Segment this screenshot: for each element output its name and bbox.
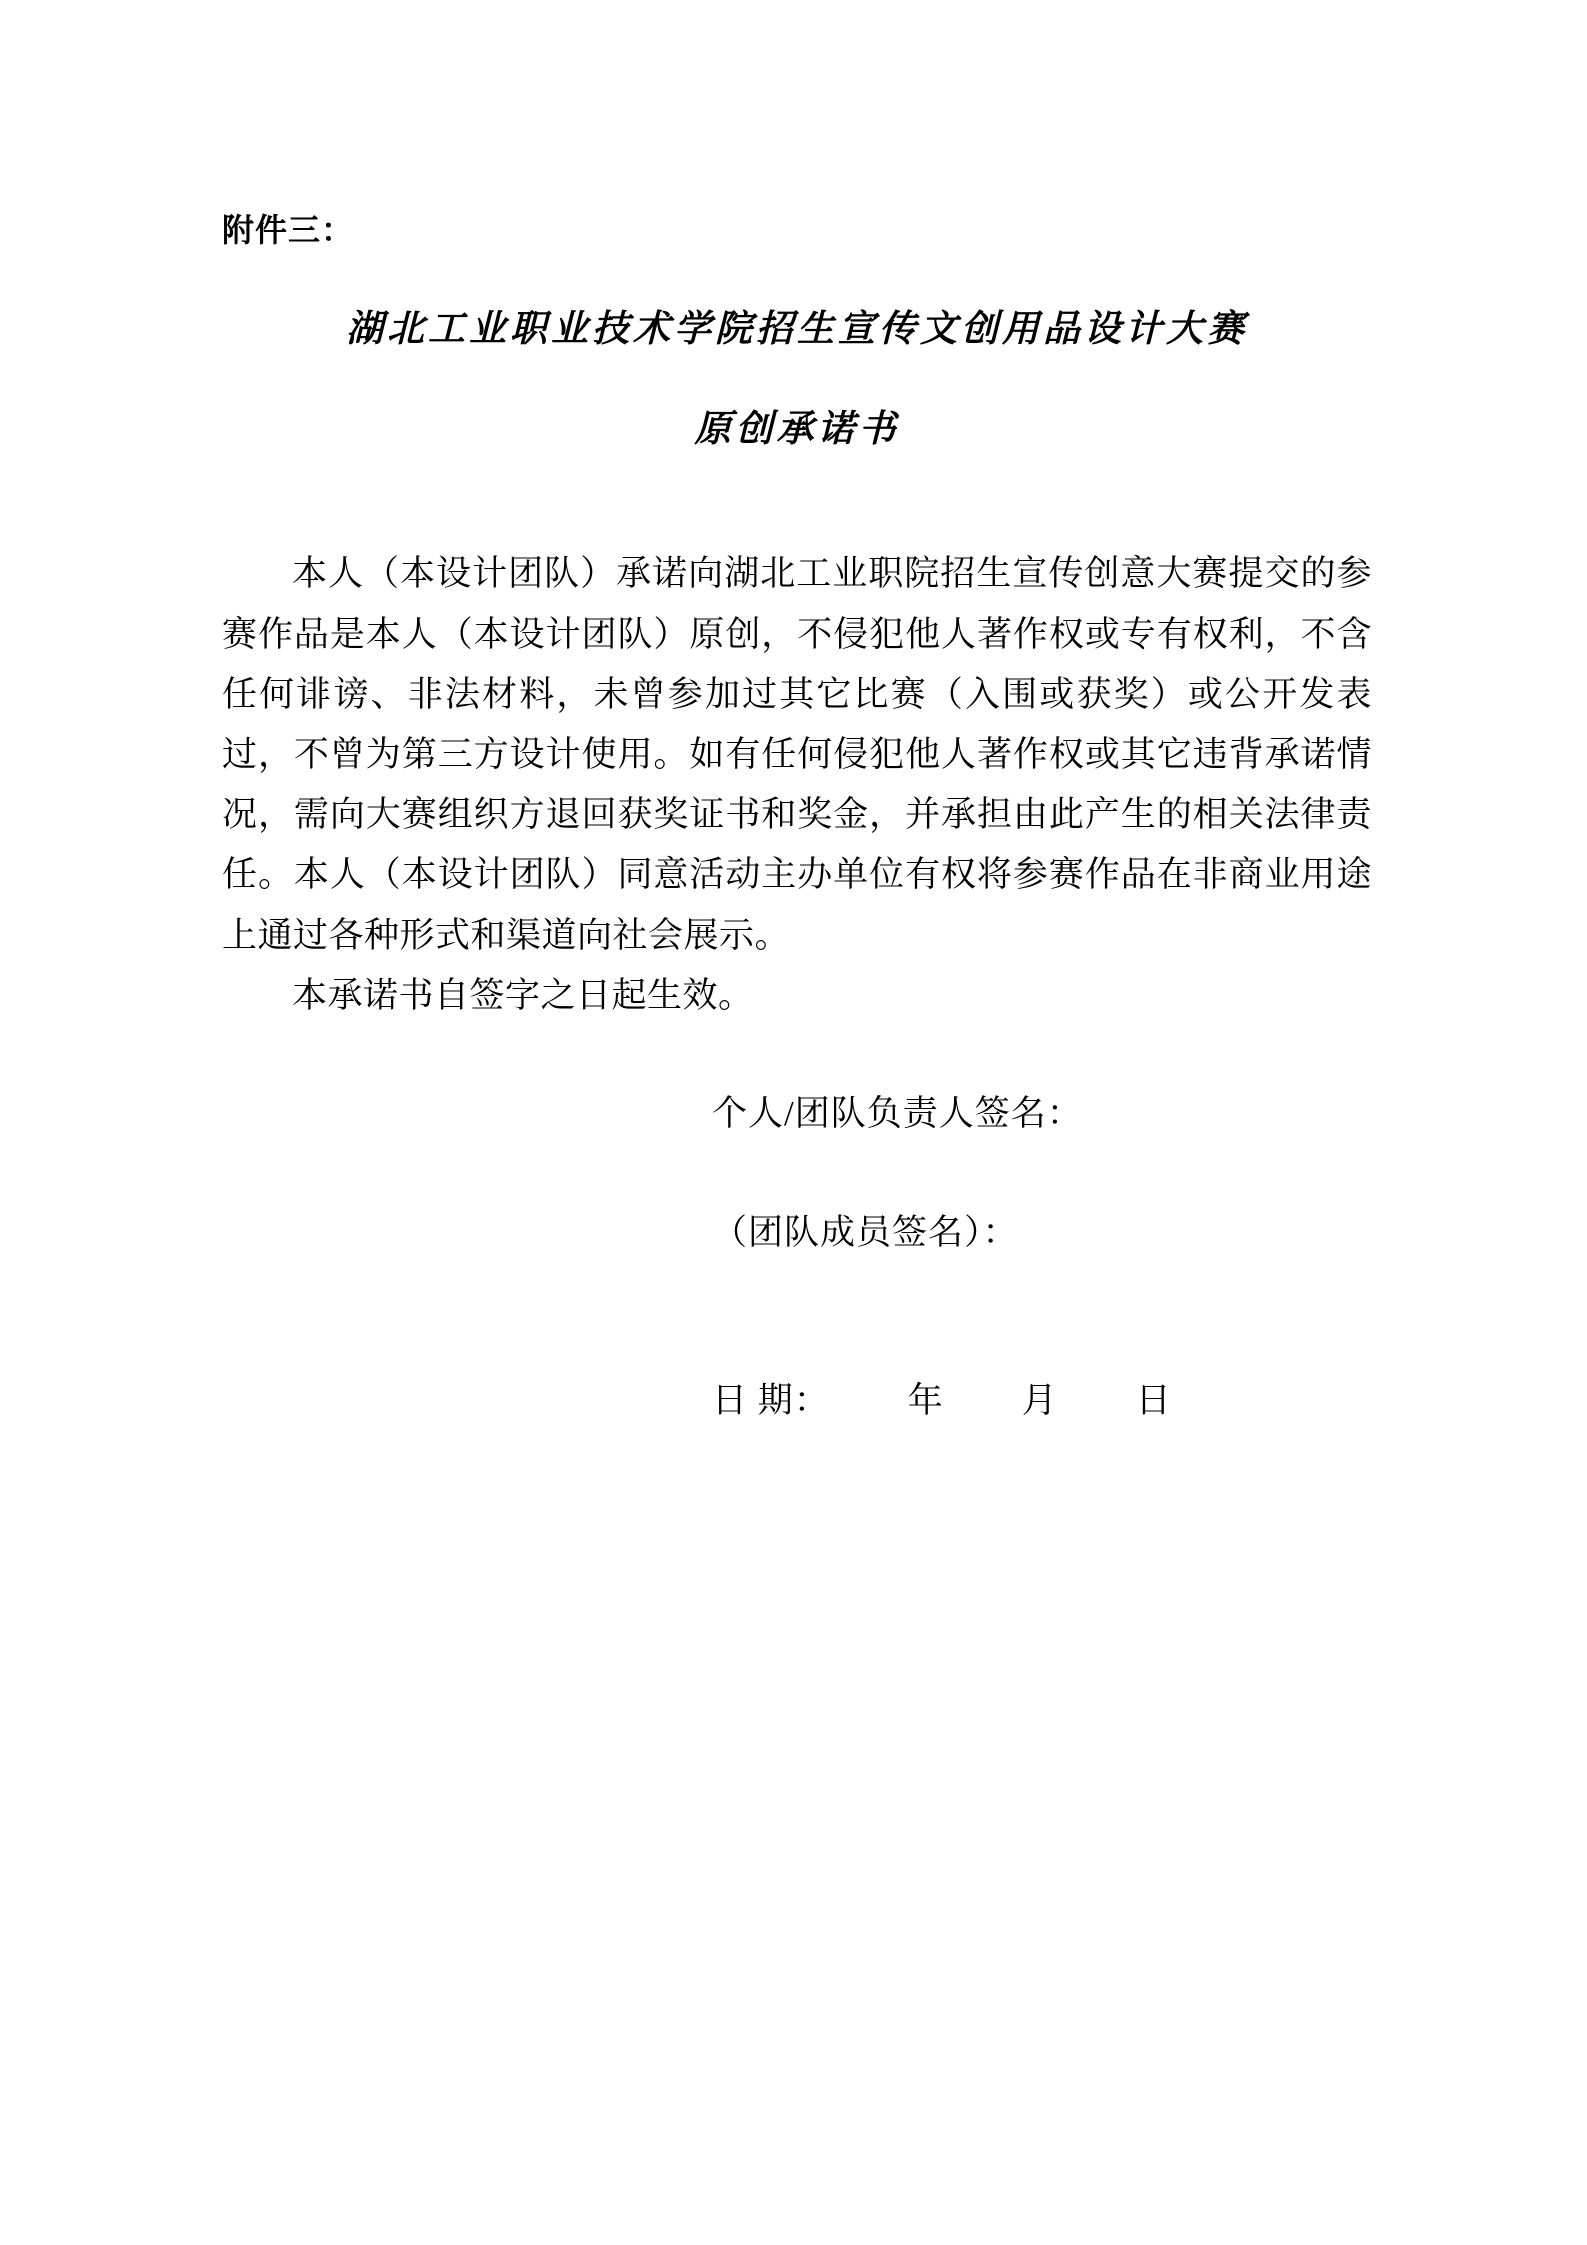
signature-block [222, 1084, 1372, 1431]
signature-members-label: （团队成员签名）： [712, 1213, 1019, 1253]
signature-date-label: 日 期： 年 月 日 [712, 1380, 1172, 1420]
document-title-line-1: 湖北工业职业技术学院招生宣传文创用品设计大赛 [346, 306, 1248, 350]
document-content [222, 0, 1372, 1430]
attachment-label: 附件三： [222, 212, 355, 248]
paragraph-commitment: 本人（本设计团队）承诺向湖北工业职院招生宣传创意大赛提交的参赛作品是本人（本设计团队）原创，不侵犯他人著作权或专有权利，不含任何诽谤、非法材料，未曾参加过其它比赛（入围或获奖）或公开发表过，不曾为第三方设计使用。如有任何侵犯他人著作权或其它违背承诺情况，需向大赛组织方退回获奖证书和奖金，并承担由此产生的相关法律责任。本人（本设计团队）同意活动主办单位有权将参赛作品在非商业用途上通过各种形式和渠道向社会展示。 [222, 554, 1372, 955]
paragraph-effective-date: 本承诺书自签字之日起生效。 [292, 975, 754, 1015]
document-title-line-2: 原创承诺书 [694, 406, 900, 451]
body-text-block [222, 544, 1372, 1026]
signature-leader-label: 个人/团队负责人签名： [712, 1093, 1083, 1133]
